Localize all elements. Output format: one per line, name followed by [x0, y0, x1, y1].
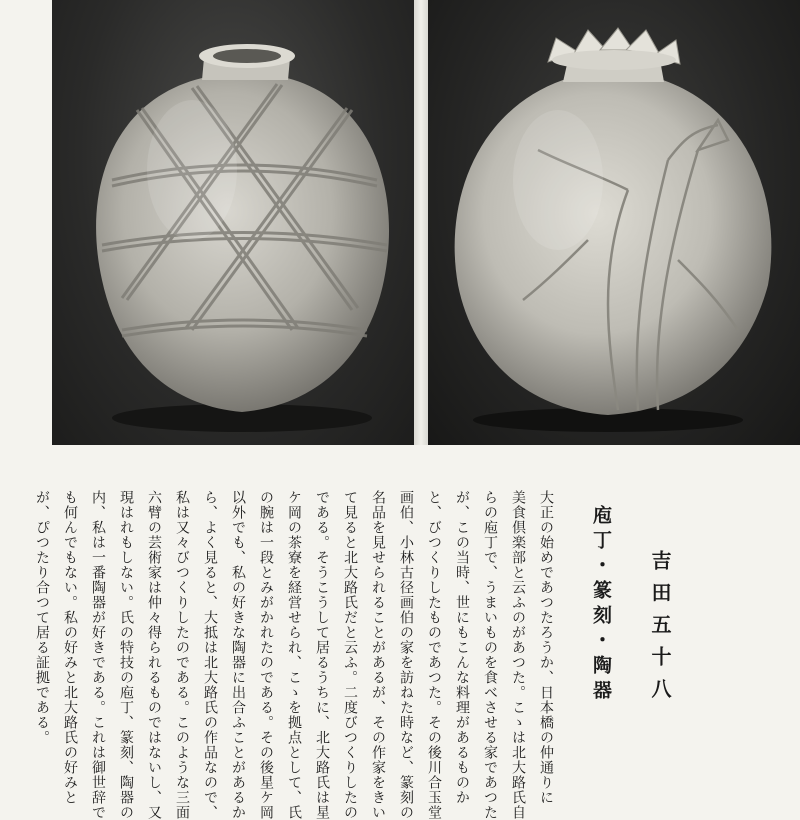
body-line: 私は又々びつくりしたのである。このような三面 [174, 490, 190, 820]
body-line: である。そうこうして居るうちに、北大路氏は星 [314, 490, 330, 820]
article [34, 490, 760, 820]
body-line: 美食倶楽部と云ふのがあつた。こゝは北大路氏自 [510, 490, 526, 820]
body-line: も何んでもない。私の好みと北大路氏の好みと [62, 490, 78, 805]
body-line: 内、私は一番陶器が好きである。これは御世辞で [90, 490, 106, 820]
body-line: が、ぴつたり合つて居る証拠である。 [34, 490, 50, 745]
lattice-jar-illustration [52, 0, 414, 445]
plant-jar-illustration [428, 0, 800, 445]
article-author: 吉田五十八 [648, 550, 672, 710]
body-line: ら、よく見ると、大抵は北大路氏の作品なので、 [202, 490, 218, 820]
body-line: 現はれもしない。氏の特技の庖丁、篆刻、陶器の [118, 490, 134, 820]
body-line: らの庖丁で、うまいものを食べさせる家であつた [482, 490, 498, 820]
body-line: ケ岡の茶寮を経営せられ、こゝを拠点として、氏 [286, 490, 302, 820]
body-line: 以外でも、私の好きな陶器に出合ふことがあるか [230, 490, 246, 820]
page-gutter [414, 0, 428, 445]
article-body [28, 490, 560, 820]
photo-plant-jar [428, 0, 800, 445]
photo-lattice-jar [52, 0, 414, 445]
body-line: と、びつくりしたものであつた。その後川合玉堂 [426, 490, 442, 820]
body-line: 名品を見せられることがあるが、その作家をきい [370, 490, 386, 820]
body-line: が、この当時、世にもこんな料理があるものか [454, 490, 470, 805]
body-line: 六臂の芸術家は仲々得られるものではないし、又 [146, 490, 162, 820]
article-title: 庖丁・篆刻・陶器 [590, 505, 612, 705]
body-line: て見ると北大路氏だと云ふ。二度びつくりしたの [342, 490, 358, 820]
body-line: の腕は一段とみがかれたのである。その後星ケ岡 [258, 490, 274, 820]
body-line: 画伯、小林古径画伯の家を訪ねた時など、篆刻の [398, 490, 414, 820]
body-line: 大正の始めであつたろうか、日本橋の仲通りに [538, 490, 554, 805]
